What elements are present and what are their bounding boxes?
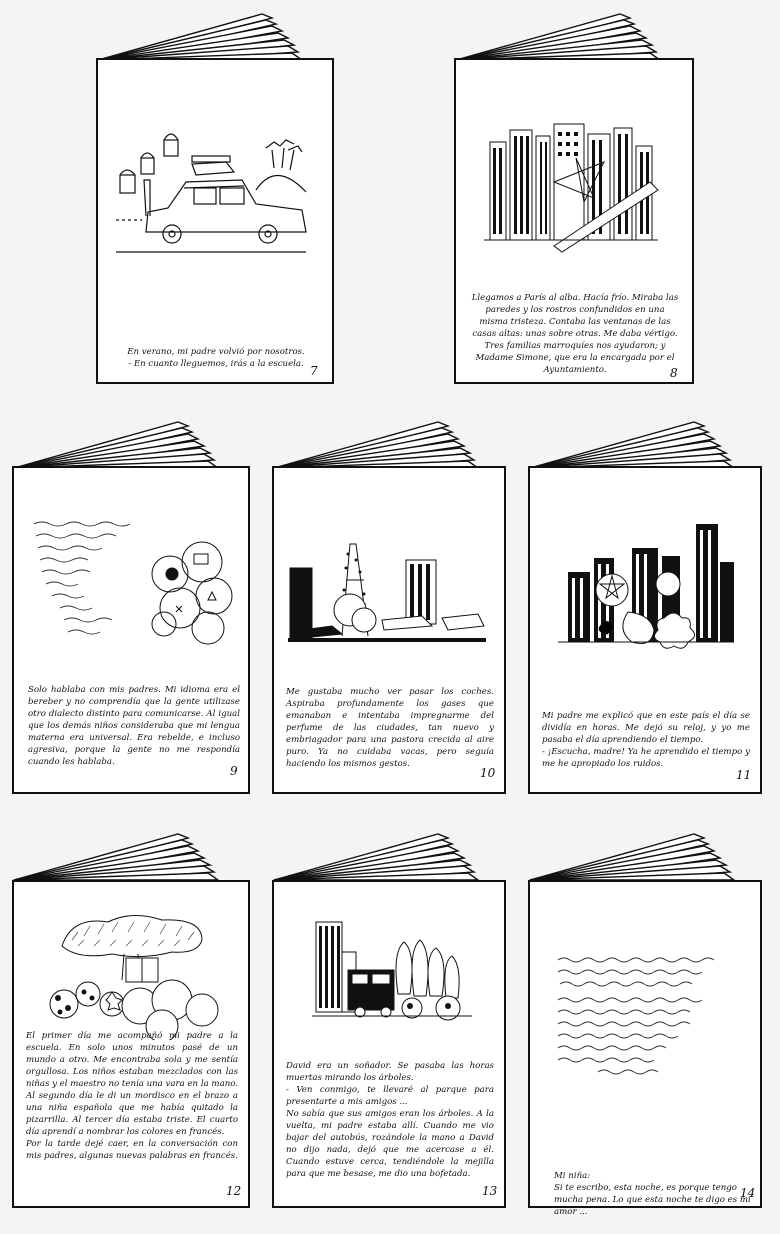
page-text: [542, 710, 750, 770]
page-number: 9: [230, 764, 238, 778]
text-line: El primer día me acompañó mi padre a la escuela. En solo unos minutos pasé de un mundo a otro. Me encontraba sola y me sentía orgullosa. Los niños estaban mezclados con las niñas y el maestro no tenía una vara en la mano. Al segundo día le di un mordisco en el brazo a una niña española que me había quitado la pizarrilla. Al tercer día estaba triste. El cuarto día aprendí a nombrar los colores en francés.: [26, 1031, 238, 1137]
page-text: [26, 1030, 238, 1162]
book-pages-icon: [528, 832, 762, 882]
handwriting-and-flowers-illustration: [12, 516, 250, 646]
page-number: 11: [736, 768, 752, 782]
booklet-page-11: [528, 420, 762, 794]
book-pages-icon: [272, 832, 506, 882]
book-pages-icon: [272, 420, 506, 470]
text-line: - En cuanto lleguemos, irás a la escuela.: [128, 359, 304, 369]
page-number: 8: [670, 366, 678, 380]
text-line: Si te escribo, esta noche, es porque tengo mucha pena. Lo que esta noche te digo es mi amor ...: [554, 1183, 751, 1217]
text-line: Mi padre me explicó que en este país el día se dividía en horas. Me dejó su reloj, y yo me pasaba el día aprendiendo el tiempo.: [542, 711, 750, 745]
text-line: Me gustaba mucho ver pasar los coches. Aspiraba profundamente los gases que emanaban e intentaba impregnarme del perfume de las ciudades, tan nuevo y embriagador para una pastora crecida al aire puro. Ya no cuidaba vacas, pero seguía haciendo los mismos gestos.: [286, 687, 494, 769]
handwritten-letter-illustration: [528, 952, 762, 1082]
page-text: [286, 1060, 494, 1180]
booklet-page-9: [12, 420, 250, 794]
booklet-page-13: [272, 832, 506, 1208]
page-number: 12: [226, 1184, 242, 1198]
text-line: David era un soñador. Se pasaba las horas muertas mirando los árboles.: [286, 1061, 494, 1083]
page-number: 13: [482, 1184, 498, 1198]
page-number: 7: [310, 364, 318, 378]
text-line: - ¡Escucha, madre! Ya he aprendido el tiempo y me he apropiado los ruidos.: [542, 747, 750, 769]
text-line: Llegamos a París al alba. Hacía frío. Miraba las paredes y los rostros confundidos en una misma tristeza. Contaba las ventanas de las casas altas: unas sobre otras. Me daba vértigo.: [471, 293, 679, 339]
booklet-page-14: [528, 832, 762, 1217]
booklet-page-8: [454, 12, 694, 384]
page-text: [470, 292, 680, 376]
page-text: [28, 684, 240, 768]
text-line: Solo hablaba con mis padres. Mi idioma era el bereber y no comprendía que la gente utilizase otro dialecto distinto para comunicarse. Al igual que los demás niños consideraba que mi lengua materna era universal. Era rebelde, e incluso agresiva, porque la gente no me respondía cuando les hablaba.: [28, 685, 240, 767]
text-line: Tres familias marroquíes nos ayudaron; y Madame Simone, que era la encargada por el Ayuntamiento.: [475, 341, 675, 375]
school-tree-illustration: [12, 910, 250, 1040]
page-number: 10: [480, 766, 496, 780]
text-line: - Ven conmigo, te llevaré al parque para presentarte a mis amigos ...: [286, 1085, 494, 1107]
car-illustration: [96, 120, 334, 270]
booklet-page-10: [272, 420, 506, 794]
book-pages-icon: [454, 12, 694, 62]
text-line: Mi niña:: [554, 1171, 591, 1181]
book-pages-icon: [96, 12, 334, 62]
page-number: 14: [740, 1186, 756, 1200]
eiffel-tower-traffic-illustration: [272, 540, 506, 650]
text-line: No sabía que sus amigos eran los árboles. A la vuelta, mi padre estaba allí. Cuando me vio bajar del autobús, rozándole la mano a David no dijo nada, dejó que me acercase a él. Cuando estuve cerca, tendiéndole la mejilla para que me besase, me dio una bofetada.: [286, 1109, 494, 1179]
page-text: [554, 1170, 754, 1218]
booklet-page-12: [12, 832, 250, 1208]
text-line: Por la tarde dejé caer, en la conversación con mis padres, algunas nuevas palabras en francés.: [26, 1139, 238, 1161]
page-text: [116, 346, 316, 370]
skyline-and-clock-illustration: [528, 522, 762, 662]
booklet-page-7: [96, 12, 334, 384]
page-text: [286, 686, 494, 770]
book-pages-icon: [12, 832, 250, 882]
bus-and-trees-illustration: [272, 912, 506, 1032]
book-pages-icon: [12, 420, 250, 470]
book-pages-icon: [528, 420, 762, 470]
text-line: En verano, mi padre volvió por nosotros.: [127, 347, 305, 357]
city-buildings-illustration: [454, 122, 694, 262]
